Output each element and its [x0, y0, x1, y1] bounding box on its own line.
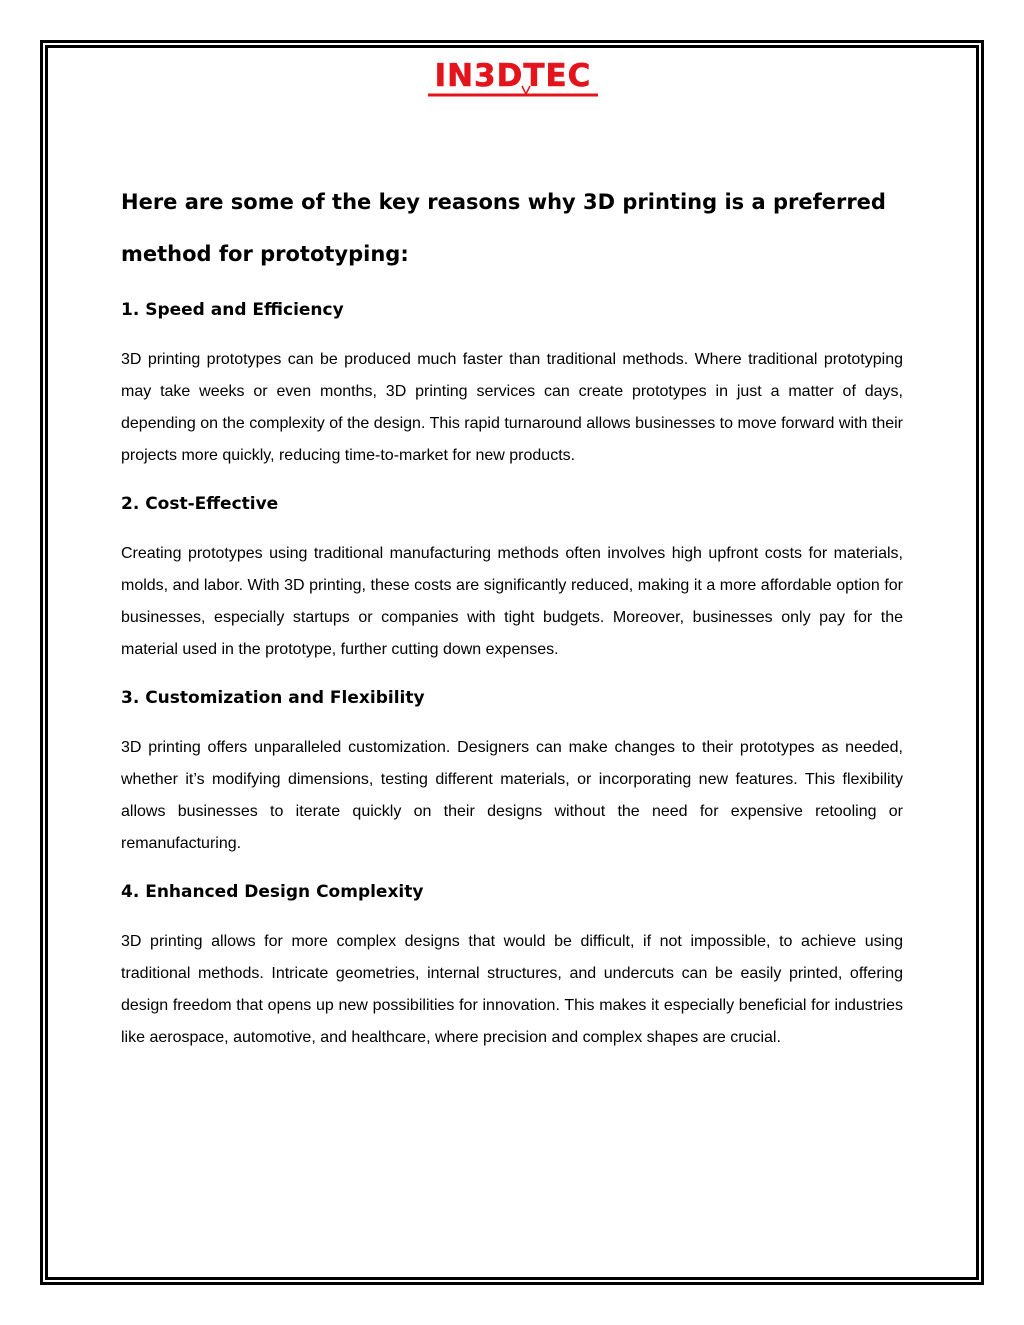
section-complexity: [121, 880, 903, 1054]
svg-text:IN3DTEC: IN3DTEC: [434, 58, 592, 94]
section-paragraph: 3D printing allows for more complex designs that would be difficult, if not impossible, to achieve using traditional methods. Intricate geometries, internal structures, and undercuts can be easily printed, offering design freedom that opens up new possibilities for innovation. This makes it especially beneficial for industries like aerospace, automotive, and healthcare, where precision and complex shapes are crucial.: [121, 933, 903, 1046]
document-content: [121, 176, 903, 1074]
section-customization: [121, 686, 903, 860]
section-heading: 4. Enhanced Design Complexity: [121, 882, 424, 902]
section-speed: [121, 298, 903, 472]
section-paragraph: 3D printing prototypes can be produced much faster than traditional methods. Where traditional prototyping may take weeks or even months, 3D printing services can create prototypes in just a matter of days, depending on the complexity of the design. This rapid turnaround allows businesses to move forward with their projects more quickly, reducing time-to-market for new products.: [121, 351, 903, 464]
page-title: Here are some of the key reasons why 3D printing is a preferred method for prototyping:: [121, 190, 886, 266]
in3dtec-logo: [426, 56, 600, 100]
section-heading: 2. Cost-Effective: [121, 494, 279, 514]
section-paragraph: Creating prototypes using traditional manufacturing methods often involves high upfront costs for materials, molds, and labor. With 3D printing, these costs are significantly reduced, making it a more affordable option for businesses, especially startups or companies with tight budgets. Moreover, businesses only pay for the material used in the prototype, further cutting down expenses.: [121, 545, 903, 658]
section-paragraph: 3D printing offers unparalleled customization. Designers can make changes to their prototypes as needed, whether it’s modifying dimensions, testing different materials, or incorporating new features. This flexibility allows businesses to iterate quickly on their designs without the need for expensive retooling or remanufacturing.: [121, 739, 903, 852]
section-heading: 1. Speed and Efficiency: [121, 300, 344, 320]
section-cost: [121, 492, 903, 666]
section-heading: 3. Customization and Flexibility: [121, 688, 425, 708]
